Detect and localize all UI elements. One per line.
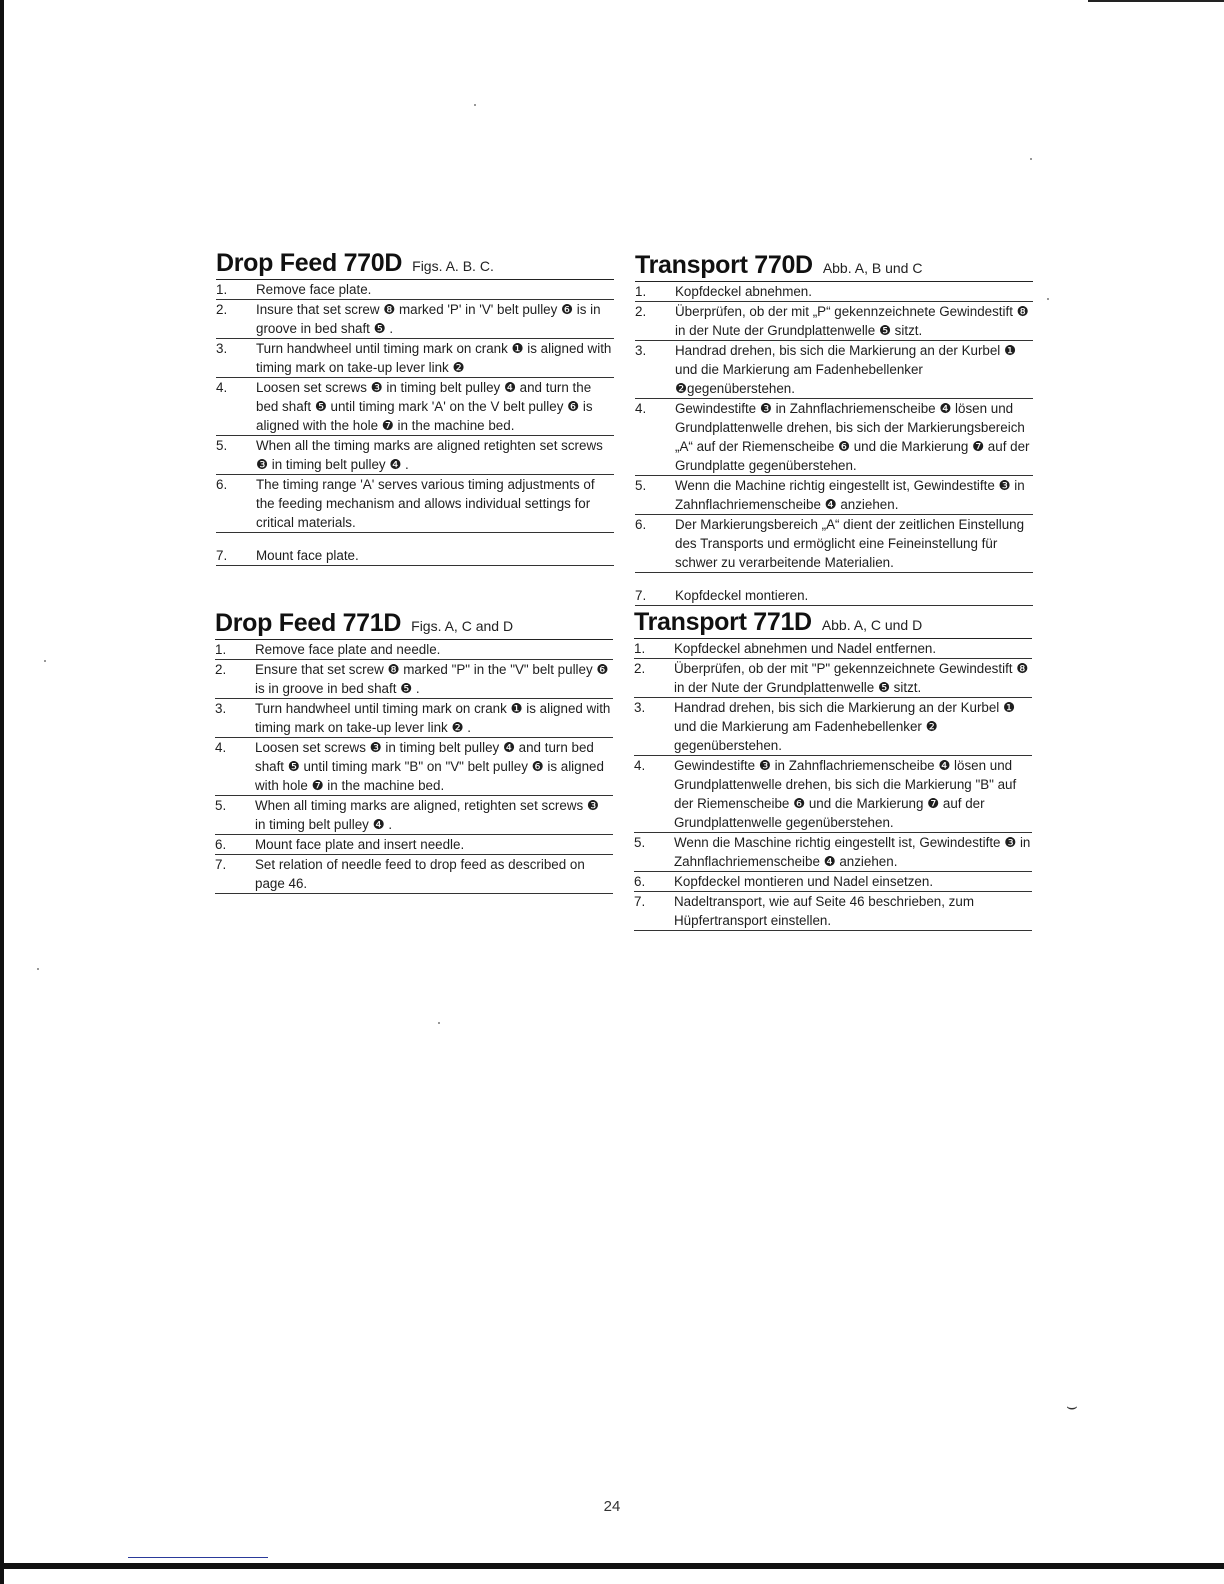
step-text: Insure that set screw ❽ marked 'P' in 'V' belt pulley ❻ is in groove in bed shaft ❺ .	[256, 302, 601, 336]
step-2	[635, 302, 1033, 341]
scan-edge-left	[0, 0, 4, 1584]
step-number: 3.	[216, 341, 228, 356]
step-7	[635, 586, 1033, 606]
step-number: 6.	[215, 837, 227, 852]
step-1	[216, 280, 614, 300]
step-number: 4.	[215, 740, 227, 755]
step-text: Wenn die Maschine richtig eingestellt ist, Gewindestifte ❸ in Zahnflachriemenscheibe ❹ anziehen.	[674, 835, 1031, 869]
section-header	[216, 249, 614, 280]
step-text: When all the timing marks are aligned retighten set screws ❸ in timing belt pulley ❹ .	[256, 438, 603, 472]
step-text: Turn handwheel until timing mark on crank ❶ is aligned with timing mark on take-up lever link ❷	[256, 341, 612, 375]
scan-blue-line	[128, 1557, 268, 1558]
step-3	[215, 699, 613, 738]
step-4	[215, 738, 613, 796]
step-text: Mount face plate and insert needle.	[255, 837, 465, 852]
step-number: 2.	[215, 662, 227, 677]
step-text: Nadeltransport, wie auf Seite 46 beschrieben, zum Hüpfertransport einstellen.	[674, 894, 974, 928]
step-6	[216, 475, 614, 533]
step-text: Kopfdeckel montieren und Nadel einsetzen.	[674, 874, 934, 889]
section-title: Transport 771D	[634, 608, 812, 636]
step-number: 7.	[216, 548, 228, 563]
figure-reference: Figs. A, C and D	[411, 618, 514, 634]
step-number: 4.	[634, 758, 646, 773]
step-text: Gewindestifte ❸ in Zahnflachriemenscheibe ❹ lösen und Grundplattenwelle drehen, bis sich die Markierung "B" auf der Riemenscheibe ❻ und die Markierung ❼ auf der Grundplattenwelle gegenüberstehen.	[674, 758, 1017, 830]
step-5	[216, 436, 614, 475]
scan-mark: ⌣	[1066, 1396, 1078, 1416]
step-text: Remove face plate.	[256, 282, 372, 297]
step-text: Kopfdeckel abnehmen.	[675, 284, 812, 299]
step-5	[215, 796, 613, 835]
step-3	[634, 698, 1032, 756]
step-number: 5.	[215, 798, 227, 813]
step-4	[216, 378, 614, 436]
scan-speck	[438, 1022, 440, 1024]
step-number: 3.	[634, 700, 646, 715]
step-7	[216, 546, 614, 566]
step-text: Handrad drehen, bis sich die Markierung an der Kurbel ❶ und die Markierung am Fadenhebellenker ❷gegenüberstehen.	[675, 343, 1017, 396]
step-5	[635, 476, 1033, 515]
step-text: Mount face plate.	[256, 548, 359, 563]
step-text: Set relation of needle feed to drop feed as described on page 46.	[255, 857, 585, 891]
step-2	[216, 300, 614, 339]
step-number: 6.	[216, 477, 228, 492]
step-4	[634, 756, 1032, 833]
section-title: Drop Feed 770D	[216, 249, 403, 277]
scan-edge-top	[1088, 0, 1224, 2]
step-text: Kopfdeckel abnehmen und Nadel entfernen.	[674, 641, 937, 656]
step-text: Überprüfen, ob der mit „P“ gekennzeichnete Gewindestift ❽ in der Nute der Grundplattenwelle ❺ sitzt.	[675, 304, 1029, 338]
step-3	[635, 341, 1033, 399]
step-number: 6.	[635, 517, 647, 532]
section-header	[215, 609, 613, 640]
step-1	[635, 282, 1033, 302]
step-text: Der Markierungsbereich „A“ dient der zeitlichen Einstellung des Transports und ermöglicht eine Feineinstellung für schwer zu verarbeitende Materialien.	[675, 517, 1025, 570]
step-text: Handrad drehen, bis sich die Markierung an der Kurbel ❶ und die Markierung am Fadenhebellenker ❷ gegenüberstehen.	[674, 700, 1016, 753]
section-drop-feed-771d	[215, 609, 613, 894]
section-transport-771d	[634, 608, 1032, 931]
step-text: Wenn die Machine richtig eingestellt ist, Gewindestifte ❸ in Zahnflachriemenscheibe ❹ anziehen.	[675, 478, 1025, 512]
step-text: Überprüfen, ob der mit "P" gekennzeichnete Gewindestift ❽ in der Nute der Grundplattenwelle ❺ sitzt.	[674, 661, 1029, 695]
scan-speck	[1030, 158, 1032, 160]
figure-reference: Figs. A. B. C.	[412, 258, 494, 274]
step-5	[634, 833, 1032, 872]
step-number: 1.	[634, 641, 646, 656]
step-text: Loosen set screws ❸ in timing belt pulley ❹ and turn bed shaft ❺ until timing mark "B" on "V" belt pulley ❻ is aligned with hole ❼ in the machine bed.	[255, 740, 604, 793]
scan-speck	[44, 660, 46, 662]
step-number: 7.	[634, 894, 646, 909]
section-transport-770d	[635, 251, 1033, 606]
figure-reference: Abb. A, B und C	[822, 260, 923, 276]
step-text: Gewindestifte ❸ in Zahnflachriemenscheibe ❹ lösen und Grundplattenwelle drehen, bis sich der Markierungsbereich „A“ auf der Riemenscheibe ❻ und die Markierung ❼ auf der Grundplatte gegenüberstehen.	[675, 401, 1030, 473]
step-text: When all timing marks are aligned, retighten set screws ❸ in timing belt pulley ❹ .	[255, 798, 599, 832]
step-number: 2.	[216, 302, 228, 317]
step-text: Ensure that set screw ❽ marked "P" in the "V" belt pulley ❻ is in groove in bed shaft ❺ .	[255, 662, 609, 696]
step-number: 2.	[635, 304, 647, 319]
section-header	[634, 608, 1032, 639]
step-1	[215, 640, 613, 660]
step-number: 1.	[215, 642, 227, 657]
section-title: Drop Feed 771D	[215, 609, 402, 637]
step-number: 7.	[635, 588, 647, 603]
step-number: 1.	[635, 284, 647, 299]
scan-edge-bottom	[0, 1563, 1224, 1569]
step-number: 5.	[635, 478, 647, 493]
step-number: 1.	[216, 282, 228, 297]
step-number: 3.	[635, 343, 647, 358]
step-number: 5.	[634, 835, 646, 850]
scan-speck	[37, 968, 39, 970]
scan-speck	[474, 104, 476, 106]
section-drop-feed-770d	[216, 249, 614, 566]
figure-reference: Abb. A, C und D	[821, 617, 923, 633]
step-3	[216, 339, 614, 378]
step-number: 6.	[634, 874, 646, 889]
step-text: Turn handwheel until timing mark on crank ❶ is aligned with timing mark on take-up lever link ❷ .	[255, 701, 611, 735]
section-header	[635, 251, 1033, 282]
step-6	[635, 515, 1033, 573]
step-text: The timing range 'A' serves various timing adjustments of the feeding mechanism and allows individual settings for critical materials.	[256, 477, 595, 530]
step-text: Loosen set screws ❸ in timing belt pulley ❹ and turn the bed shaft ❺ until timing mark 'A' on the V belt pulley ❻ is aligned with the hole ❼ in the machine bed.	[256, 380, 593, 433]
step-text: Remove face plate and needle.	[255, 642, 441, 657]
step-7	[215, 855, 613, 894]
step-number: 2.	[634, 661, 646, 676]
step-number: 5.	[216, 438, 228, 453]
step-number: 7.	[215, 857, 227, 872]
step-text: Kopfdeckel montieren.	[675, 588, 809, 603]
step-7	[634, 892, 1032, 931]
step-4	[635, 399, 1033, 476]
step-number: 4.	[216, 380, 228, 395]
step-number: 3.	[215, 701, 227, 716]
step-6	[215, 835, 613, 855]
step-2	[215, 660, 613, 699]
step-6	[634, 872, 1032, 892]
section-title: Transport 770D	[635, 251, 813, 279]
scan-speck	[1047, 298, 1049, 300]
page-number: 24	[603, 1498, 621, 1515]
step-2	[634, 659, 1032, 698]
step-number: 4.	[635, 401, 647, 416]
step-1	[634, 639, 1032, 659]
